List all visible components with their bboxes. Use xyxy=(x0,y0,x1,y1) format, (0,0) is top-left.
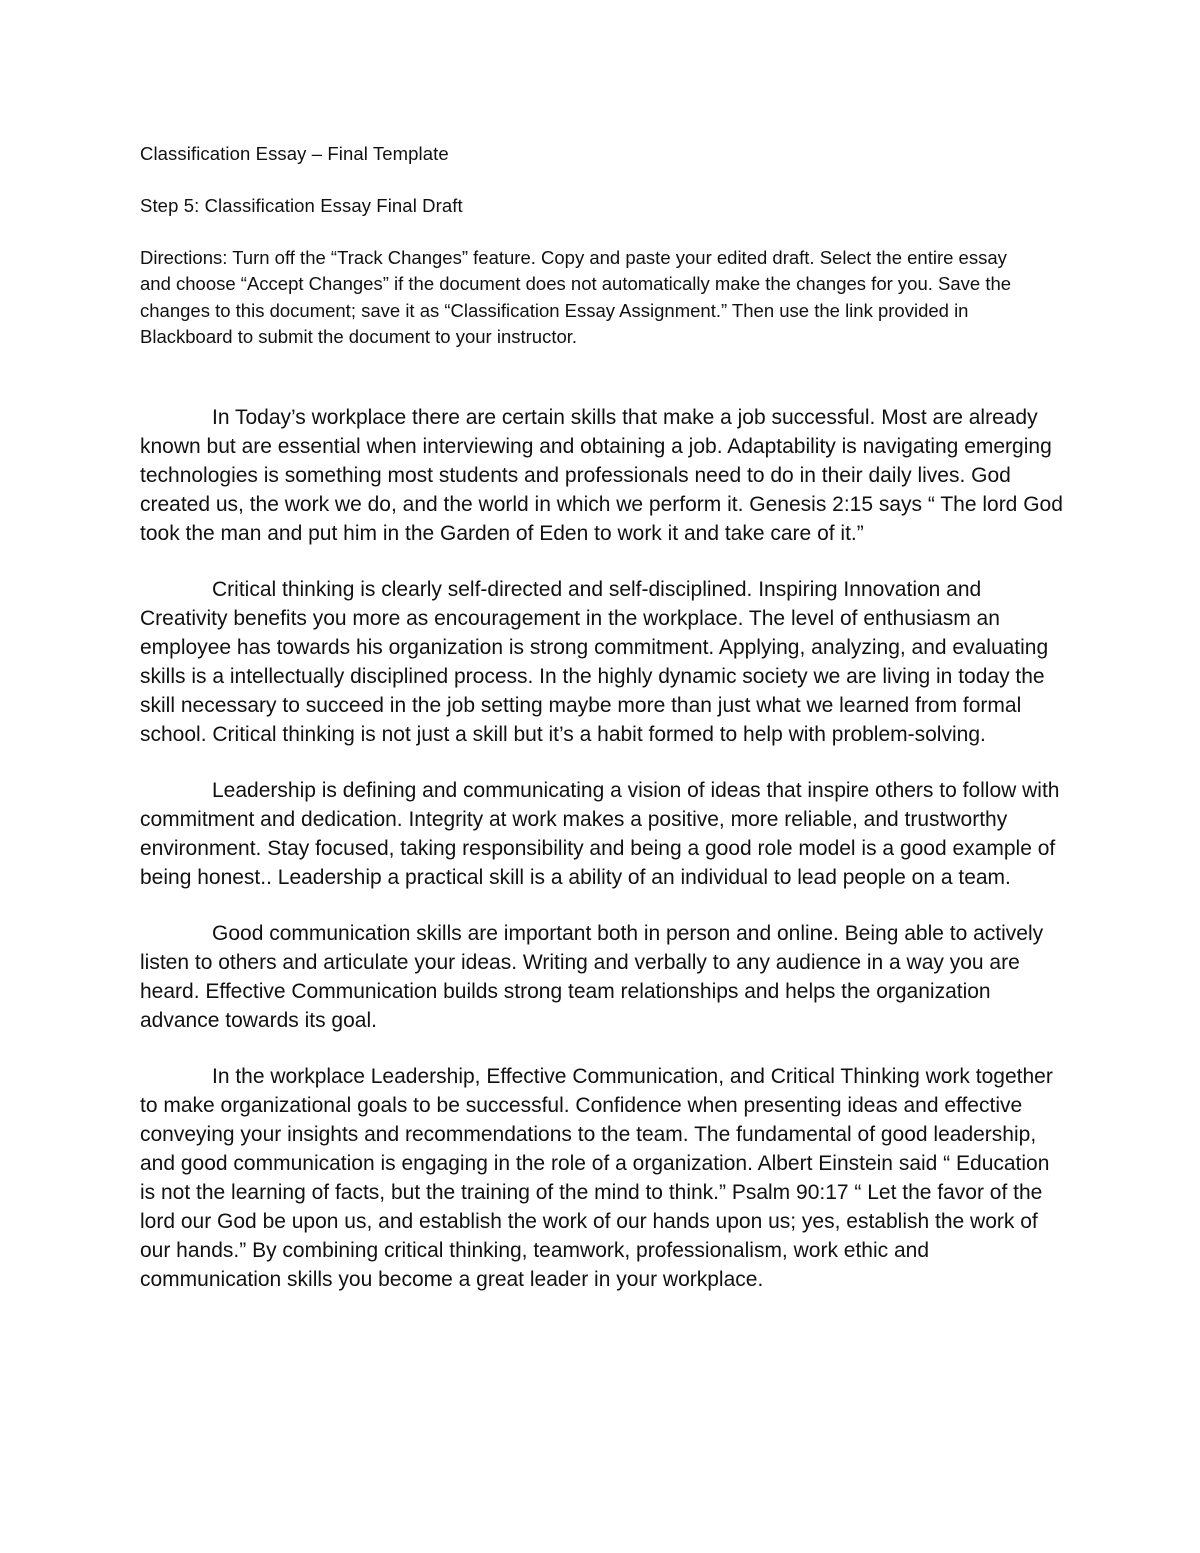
essay-paragraph-communication: Good communication skills are important both in person and online. Being able to actively listen to others and articulate your ideas. Writing and verbally to any audience in a way you are heard. Effective Communication builds strong team relationships and helps the organization advance towards its goal. xyxy=(140,922,1044,1033)
essay-paragraph-leadership: Leadership is defining and communicating a vision of ideas that inspire others to follow with commitment and dedication. Integrity at work makes a positive, more reliable, and trustworthy environment. Stay focused, taking responsibility and being a good role model is a good example of being honest.. Leadership a practical skill is a ability of an individual to lead people on a team. xyxy=(140,779,1060,890)
document-content xyxy=(140,141,1070,1321)
document-title: Classification Essay – Final Template xyxy=(140,143,449,164)
directions-text: Directions: Turn off the “Track Changes” feature. Copy and paste your edited draft. Select the entire essay and choose “Accept Changes” if the document does not automatically make the changes for you. Save the changes to this document; save it as “Classification Essay Assignment.” Then use the link provided in Blackboard to submit the document to your instructor. xyxy=(140,247,1012,347)
essay-paragraph-conclusion: In the workplace Leadership, Effective Communication, and Critical Thinking work together to make organizational goals to be successful. Confidence when presenting ideas and effective conveying your insights and recommendations to the team. The fundamental of good leadership, and good communication is engaging in the role of a organization. Albert Einstein said “ Education is not the learning of facts, but the training of the mind to think.” Psalm 90:17 “ Let the favor of the lord our God be upon us, and establish the work of our hands upon us; yes, establish the work of our hands.” By combining critical thinking, teamwork, professionalism, work ethic and communication skills you become a great leader in your workplace. xyxy=(140,1065,1053,1292)
step-heading: Step 5: Classification Essay Final Draft xyxy=(140,195,463,216)
essay-paragraph-intro: In Today’s workplace there are certain skills that make a job successful. Most are already known but are essential when interviewing and obtaining a job. Adaptability is navigating emerging technologies is something most students and professionals need to do in their daily lives. God created us, the work we do, and the world in which we perform it. Genesis 2:15 says “ The lord God took the man and put him in the Garden of Eden to work it and take care of it.” xyxy=(140,406,1063,546)
essay-paragraph-critical-thinking: Critical thinking is clearly self-directed and self-disciplined. Inspiring Innovation and Creativity benefits you more as encouragement in the workplace. The level of enthusiasm an employee has towards his organization is strong commitment. Applying, analyzing, and evaluating skills is a intellectually disciplined process. In the highly dynamic society we are living in today the skill necessary to succeed in the job setting maybe more than just what we learned from formal school. Critical thinking is not just a skill but it’s a habit formed to help with problem-solving. xyxy=(140,578,1049,747)
